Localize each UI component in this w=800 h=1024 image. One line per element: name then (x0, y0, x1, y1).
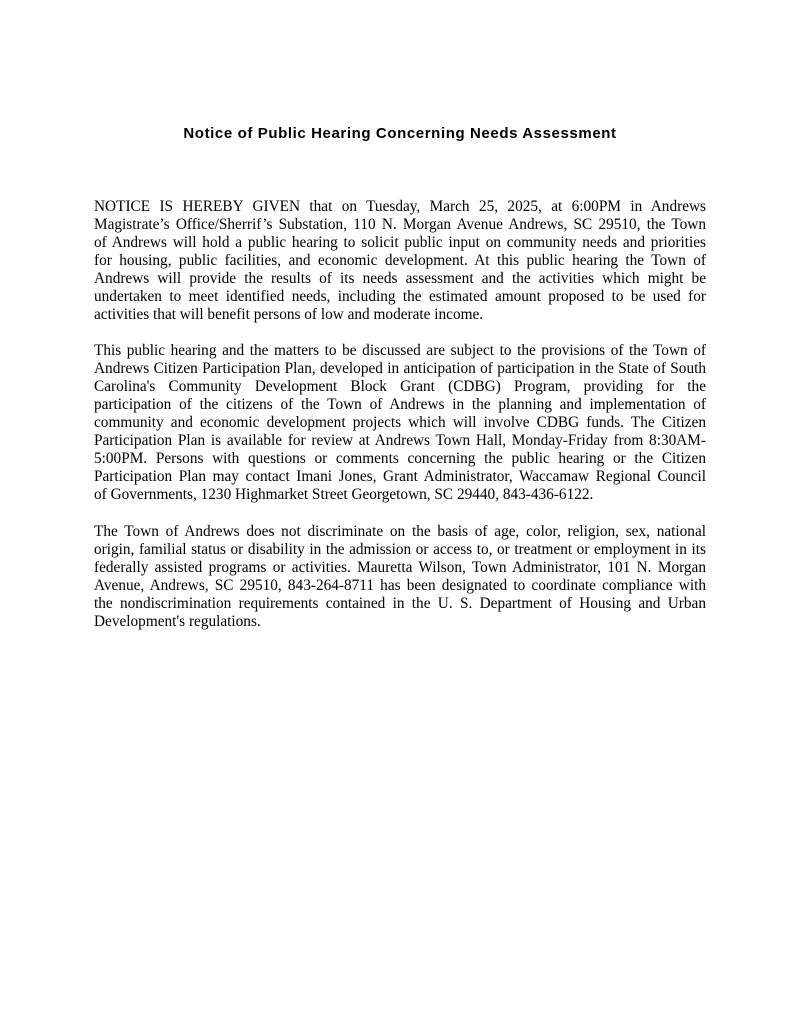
text-line: for housing, public facilities, and economic development. At this public hearing the Town of (94, 252, 706, 269)
text-line: NOTICE IS HEREBY GIVEN that on Tuesday, March 25, 2025, at 6:00PM in Andrews (94, 198, 706, 215)
text-line: Participation Plan is available for review at Andrews Town Hall, Monday-Friday from 8:30AM- (94, 432, 706, 449)
text-line: of Governments, 1230 Highmarket Street Georgetown, SC 29440, 843-436-6122. (94, 486, 594, 503)
text-line: Andrews will provide the results of its needs assessment and the activities which might be (94, 270, 706, 287)
text-line: Avenue, Andrews, SC 29510, 843-264-8711 has been designated to coordinate compliance with (94, 577, 706, 594)
text-line: The Town of Andrews does not discriminate on the basis of age, color, religion, sex, national (94, 523, 706, 540)
text-line: participation of the citizens of the Town of Andrews in the planning and implementation of (94, 396, 706, 413)
text-line: community and economic development projects which will involve CDBG funds. The Citizen (94, 414, 706, 431)
text-line: Participation Plan may contact Imani Jones, Grant Administrator, Waccamaw Regional Council (94, 468, 706, 485)
text-line: undertaken to meet identified needs, including the estimated amount proposed to be used for (94, 288, 706, 305)
text-line: origin, familial status or disability in the admission or access to, or treatment or employment in its (94, 541, 706, 558)
paragraph-participation-plan (94, 342, 706, 504)
paragraph-nondiscrimination (94, 523, 706, 631)
notice-title: Notice of Public Hearing Concerning Needs Assessment (183, 125, 617, 142)
text-line: Development's regulations. (94, 613, 261, 630)
text-line: the nondiscrimination requirements contained in the U. S. Department of Housing and Urban (94, 595, 706, 612)
paragraph-hearing-notice (94, 198, 706, 324)
text-line: activities that will benefit persons of low and moderate income. (94, 306, 484, 323)
text-line: This public hearing and the matters to be discussed are subject to the provisions of the Town of (94, 342, 706, 359)
text-line: 5:00PM. Persons with questions or comments concerning the public hearing or the Citizen (94, 450, 706, 467)
text-line: Magistrate’s Office/Sherrif’s Substation, 110 N. Morgan Avenue Andrews, SC 29510, the Town (94, 216, 706, 233)
text-line: Andrews Citizen Participation Plan, developed in anticipation of participation in the State of South (94, 360, 706, 377)
text-line: federally assisted programs or activities. Mauretta Wilson, Town Administrator, 101 N. Morgan (94, 559, 706, 576)
text-line: of Andrews will hold a public hearing to solicit public input on community needs and priorities (94, 234, 706, 251)
text-line: Carolina's Community Development Block Grant (CDBG) Program, providing for the (94, 378, 706, 395)
